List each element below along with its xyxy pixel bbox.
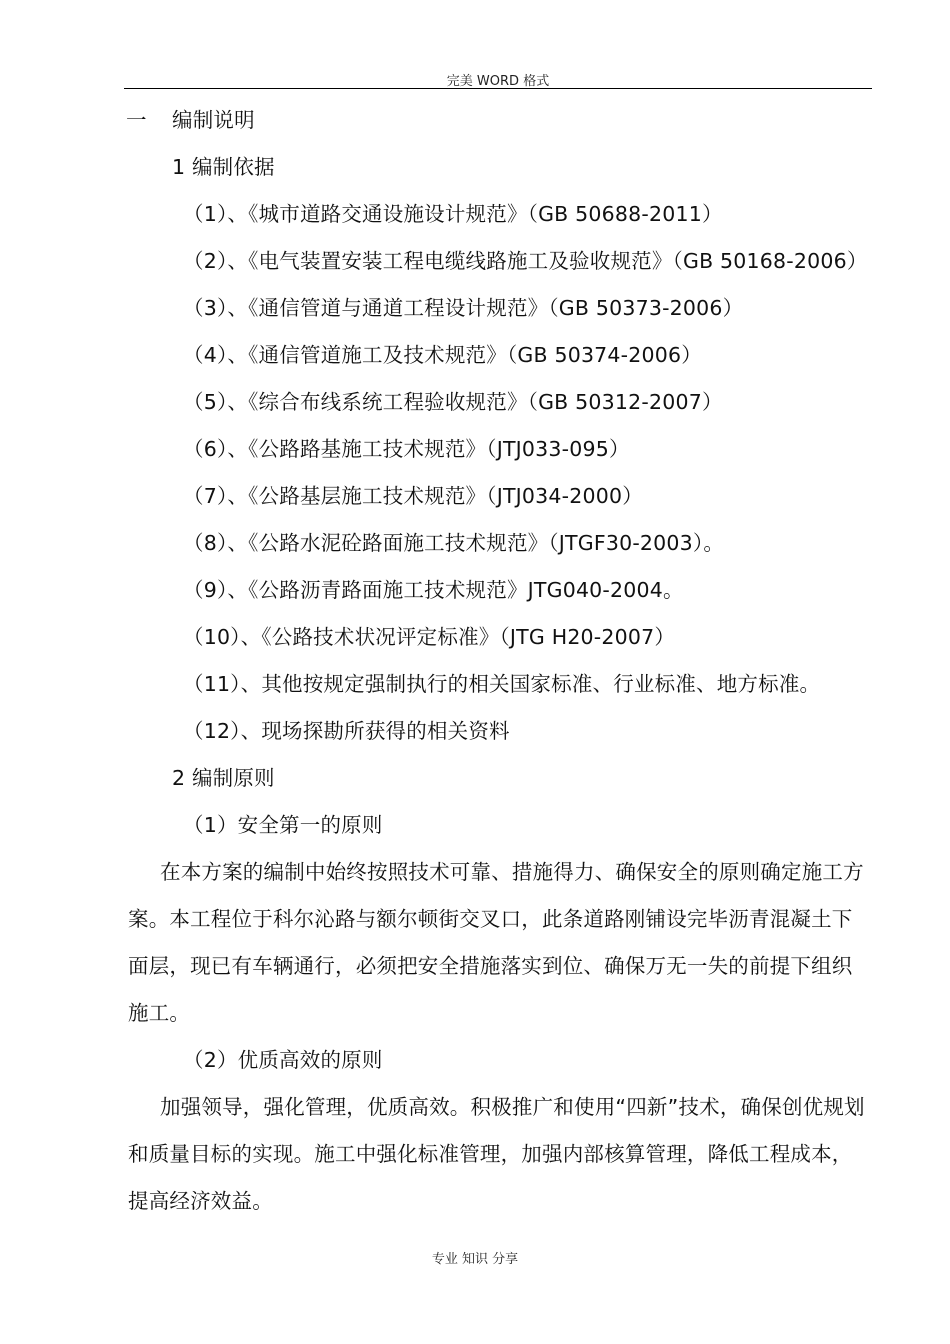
basis-item: （11）、其他按规定强制执行的相关国家标准、行业标准、地方标准。: [183, 672, 821, 696]
basis-item: （8）、《公路水泥砼路面施工技术规范》（JTGF30-2003）。: [183, 531, 725, 555]
section-title: 编制说明: [172, 108, 255, 132]
basis-item: （7）、《公路基层施工技术规范》（JTJ034-2000）: [183, 484, 643, 508]
basis-item: （3）、《通信管道与通道工程设计规范》（GB 50373-2006）: [183, 296, 744, 320]
basis-item: （2）、《电气装置安装工程电缆线路施工及验收规范》（GB 50168-2006）: [183, 249, 868, 273]
basis-item: （10）、《公路技术状况评定标准》（JTG H20-2007）: [183, 625, 676, 649]
basis-item: （1）、《城市道路交通设施设计规范》（GB 50688-2011）: [183, 202, 723, 226]
basis-item: （6）、《公路路基施工技术规范》（JTJ033-095）: [183, 437, 630, 461]
basis-item: （4）、《通信管道施工及技术规范》（GB 50374-2006）: [183, 343, 702, 367]
subsection-heading-principles: 2 编制原则: [172, 766, 275, 790]
page-header: 完美 WORD 格式: [446, 74, 550, 89]
principle-text-quality: 加强领导，强化管理，优质高效。积极推广和使用“四新”技术，确保创优规划和质量目标的实现。施工中强化标准管理，加强内部核算管理，降低工程成本，提高经济效益。: [128, 1095, 865, 1213]
principle-text-safety: 在本方案的编制中始终按照技术可靠、措施得力、确保安全的原则确定施工方案。本工程位于科尔沁路与额尔顿街交叉口，此条道路刚铺设完毕沥青混凝土下面层，现已有车辆通行，必须把安全措施落实到位、确保万无一失的前提下组织施工。: [128, 860, 864, 1025]
principle-paragraph-safety: [128, 849, 872, 1037]
principle-paragraph-quality: [128, 1084, 872, 1225]
basis-item: （5）、《综合布线系统工程验收规范》（GB 50312-2007）: [183, 390, 723, 414]
subsection-heading-basis: 1 编制依据: [172, 155, 275, 179]
section-heading: [126, 106, 255, 134]
principle-title-safety: （1）安全第一的原则: [183, 813, 383, 837]
section-number: 一: [126, 108, 147, 132]
basis-item: （12）、现场探勘所获得的相关资料: [183, 719, 510, 743]
basis-item: （9）、《公路沥青路面施工技术规范》JTG040-2004。: [183, 578, 684, 602]
principle-title-quality: （2）优质高效的原则: [183, 1048, 383, 1072]
page-footer: 专业 知识 分享: [431, 1252, 519, 1267]
header-rule: [124, 88, 872, 89]
